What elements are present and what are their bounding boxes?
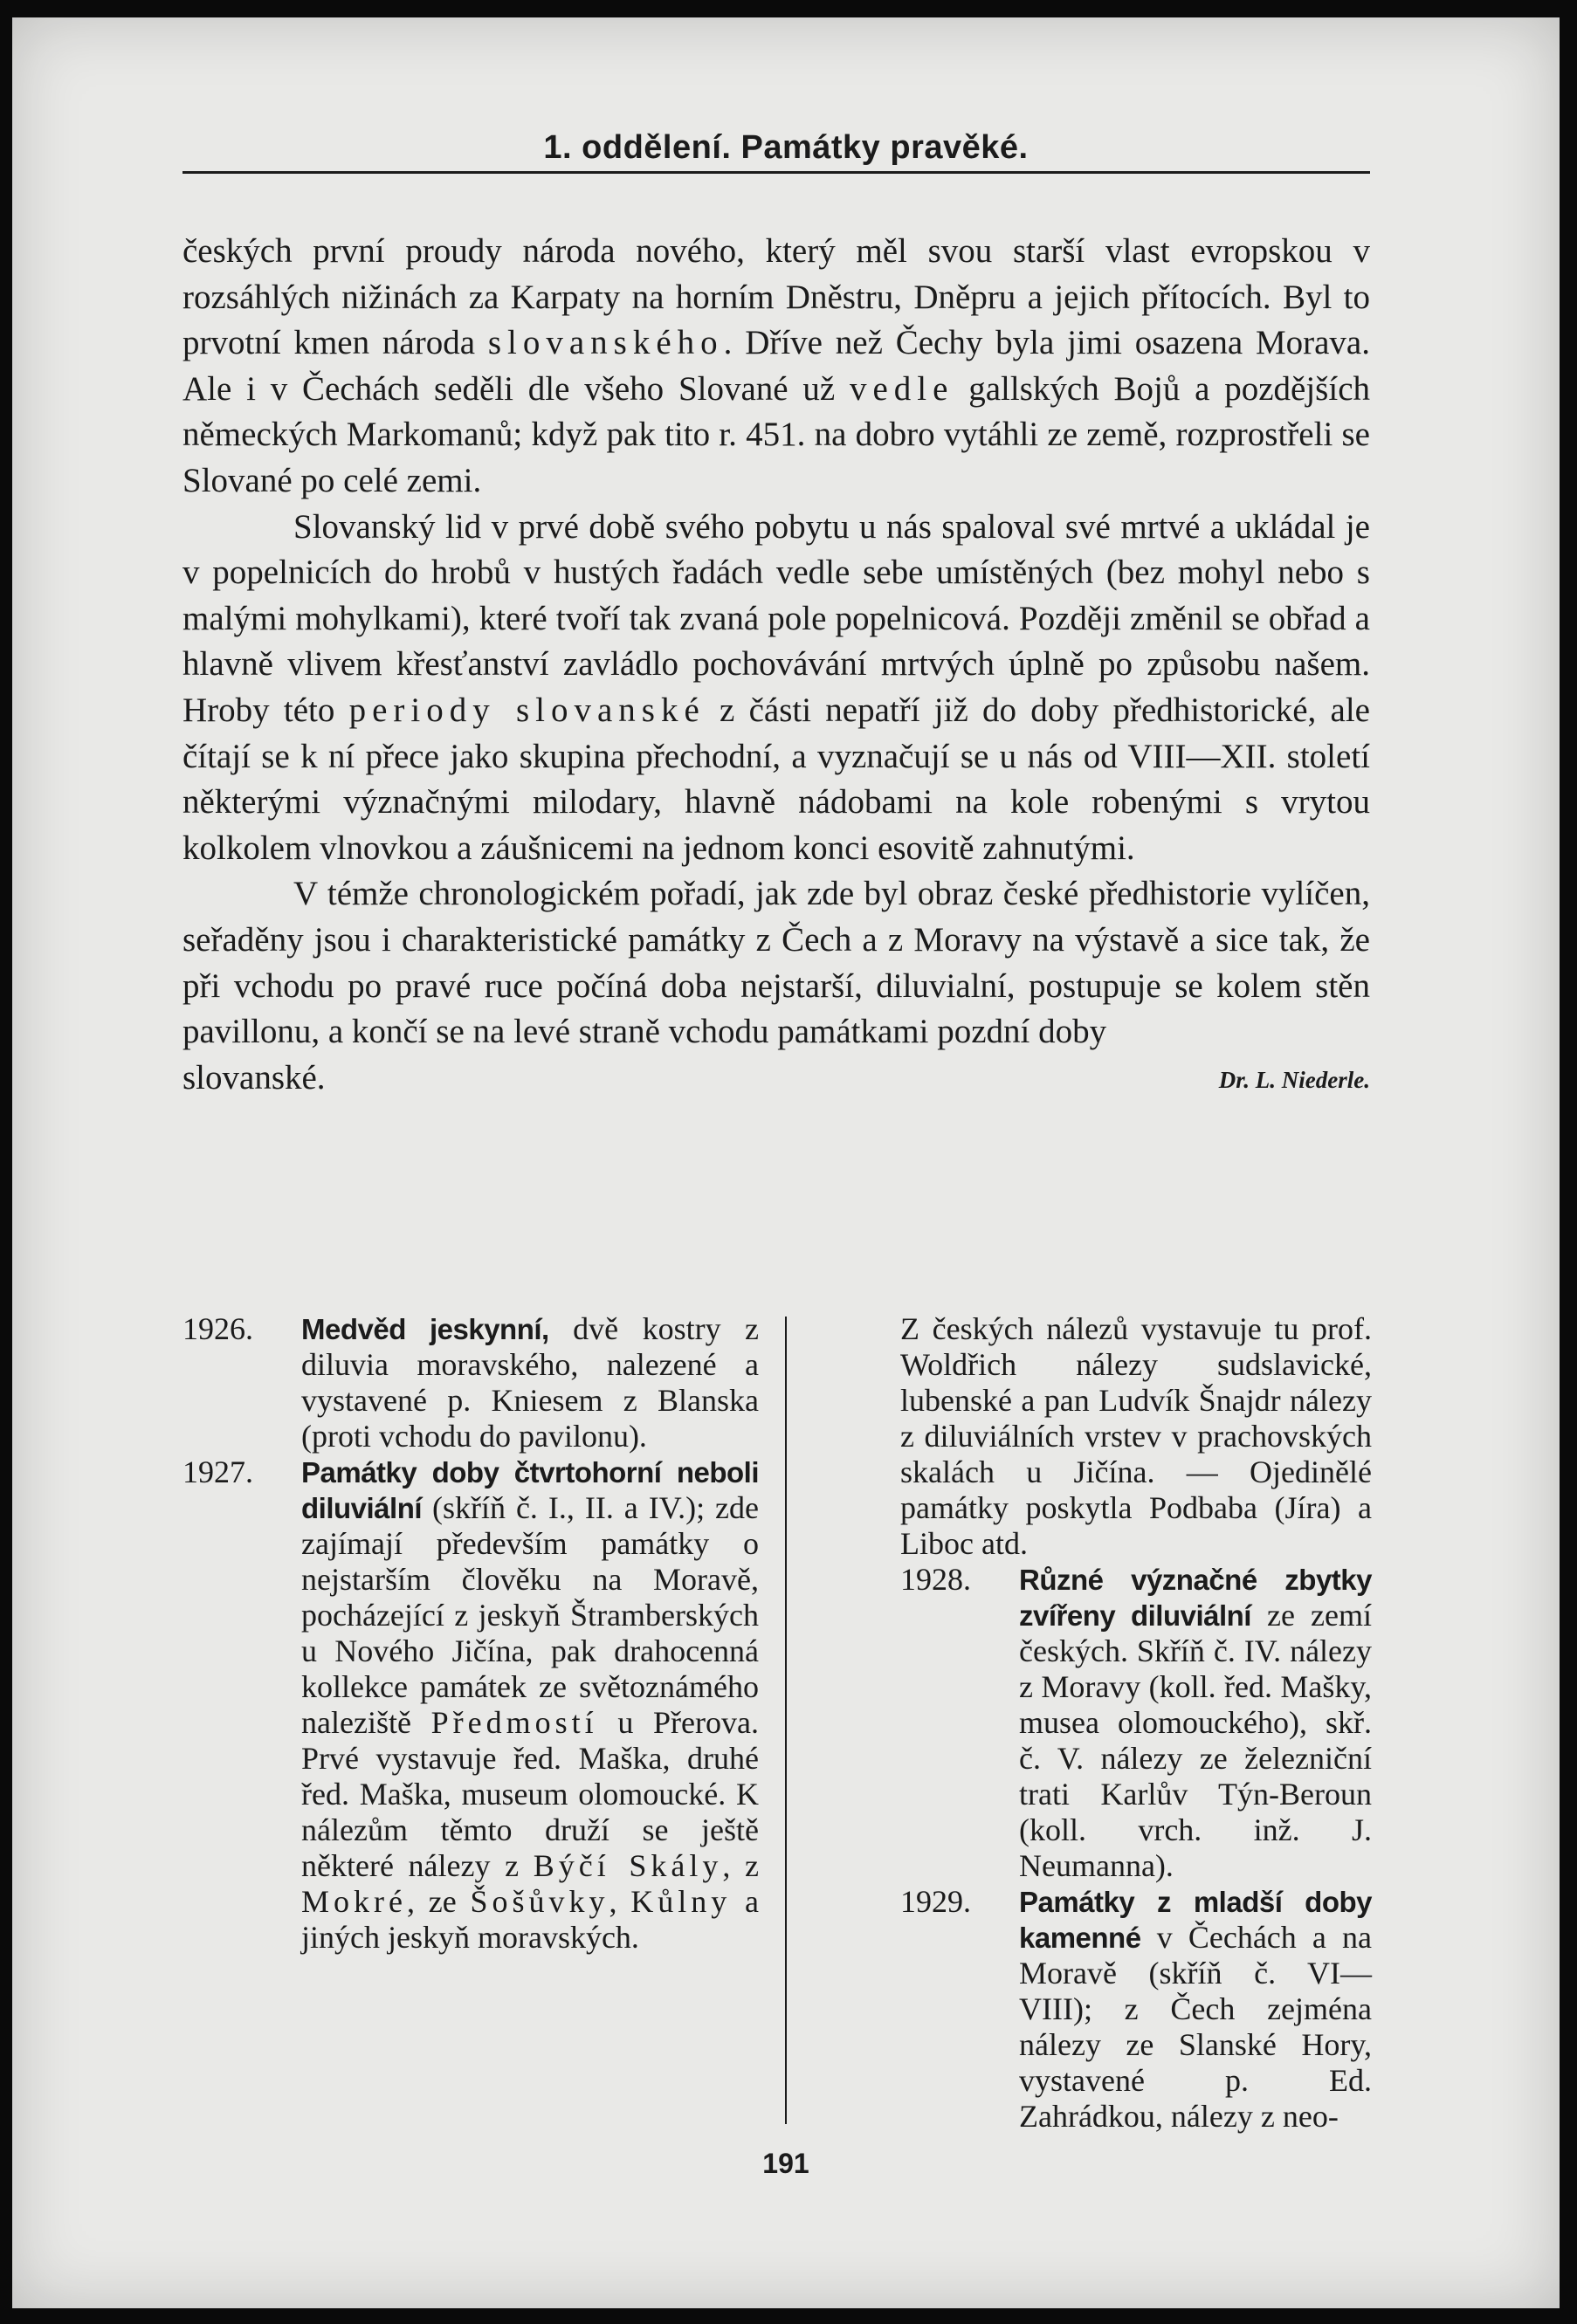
entry-text: dvě kostry z diluvia moravského, nalezené a vystavené p. Kniesem z Blanska (proti vchodu do pavilonu). [301,1311,759,1454]
introduction-text [182,229,1370,1101]
entry-number: 1927. [182,1454,253,1489]
page-number: 191 [762,2148,809,2179]
entry-number: 1929. [900,1884,971,1919]
intro-paragraph-2 [182,505,1370,872]
intro-paragraph-3 [182,871,1370,1055]
entry-text: ze zemí českých. Skříň č. IV. nálezy z Moravy (koll. řed. Mašky, musea olomouckého), skř. č. V. nálezy ze železniční trati Karlův Týn-Beroun (koll. vrch. inž. J. Neumanna). [1019,1598,1373,1883]
entry-title: Památky doby čtvrtohorní neboli diluviální [301,1456,759,1524]
catalog-column-right [900,1311,1372,2135]
p2-spaced-periody: periody slovanské [348,691,706,729]
catalog-entry-1927 [182,1454,759,1956]
catalog-entry-1929 [900,1884,1372,2135]
entry-title: Medvěd jeskynní, [301,1313,549,1345]
entry-text-c: , z [722,1848,760,1883]
entry-text-f: a jiných jeskyň moravských. [301,1884,760,1955]
header-rule [182,171,1370,174]
catalog-entry-1928 [900,1562,1372,1884]
p1-text-a: českých první proudy národa nového, který měl svou starší vlast evropskou v rozsáhlých nižinách za Karpaty na horním Dněstru, Dněpru a jejich přítocích. Byl to prvotní kmen národa [182,232,1370,362]
spaced-kulny: Kůlny [630,1884,732,1919]
p1-spaced-vedle: vedle [850,369,954,408]
entry-text: v Čechách a na Moravě (skříň č. VI—VIII); z Čech zejména nálezy ze Slanské Hory, vystavené p. Ed. Zahrádkou, nálezy z neo- [1019,1920,1372,2134]
intro-paragraph-1 [182,229,1370,505]
entry-text-e: , [609,1884,631,1919]
p1-text-c: gallských Bojů a pozdějších německých Markomanů; když pak tito r. 451. na dobro vytáhli ze země, rozprostřeli se Slované po celé zemi. [182,369,1370,499]
author-signature: Dr. L. Niederle. [1218,1066,1370,1093]
spaced-byci-skaly: Býčí Skály [533,1848,723,1883]
running-title: 1. oddělení. Památky pravěké. [543,129,1029,166]
p3-text: V témže chronologickém pořadí, jak zde byl obraz české předhistorie vylíčen, seřaděny jsou i charakteristické památky z Čech a z Moravy na výstavě a sice tak, že při vchodu po pravé ruce počíná doba nejstarší, diluvialní, postupuje se kolem stěn pavillonu, a končí se na levé straně vchodu památkami pozdní doby [182,875,1370,1051]
entry-text-b: u Přerova. Prvé vystavuje řed. Maška, druhé řed. Maška, museum olomoucké. K nálezům těmto druží se ještě některé nálezy z [301,1705,759,1883]
entry-title: Památky z mladší doby kamenné [1019,1886,1372,1954]
p2-text-a: Slovanský lid v prvé době svého pobytu u nás spaloval své mrtvé a ukládal je v popelnicích do hrobů v hustých řadách vedle sebe umístěných (bez mohyl nebo s malými mohylkami), které tvoří tak zvaná pole popelnicová. Později změnil se obřad a hlavně vlivem křesťanství zavládlo pochovávání mrtvých úplně po způsobu našem. Hroby této [182,507,1370,729]
entry-1927-continued: Z českých nálezů vystavuje tu prof. Woldřich nálezy sudslavické, lubenské a pan Ludvík Šnajdr nálezy z diluviálních vrstev v prachovských skalách u Jičína. — Ojedinělé památky poskytla Podbaba (Jíra) a Liboc atd. [900,1311,1372,1561]
column-divider [785,1317,787,2124]
entry-number: 1928. [900,1562,971,1597]
spaced-mokre: Mokré [301,1884,407,1919]
catalog-entry-1926 [182,1311,759,1454]
entry-title: Různé význačné zbytky zvířeny diluviální [1019,1564,1372,1632]
book-page [12,17,1560,2308]
catalog-column-left [182,1311,759,1956]
spaced-sosuvky: Šošůvky [470,1884,609,1919]
spaced-predmosti: Předmostí [430,1705,598,1740]
p1-spaced-slovanskeho: slovanského [487,324,724,362]
entry-number: 1926. [182,1311,253,1346]
p2-text-b: z části nepatří již do doby předhistorické, ale čítají se k ní přece jako skupina přechodní, a vyznačují se u nás od VIII—XII. století některými význačnými milodary, hlavně nádobami na kole robenými s vrytou kolkolem vlnovkou a záušnicemi na jednom konci esovitě zahnutými. [182,691,1370,867]
closing-line [182,1055,1370,1102]
p1-text-b: . Dříve než Čechy byla jimi osazena Morava. Ale i v Čechách seděli dle všeho Slované už [182,324,1370,408]
p3-last-word: slovanské. [182,1058,326,1097]
entry-text-a: (skříň č. I., II. a IV.); zde zajímají především památky o nejstarším člověku na Moravě, pocházející z jeskyň Štramberských u Nového Jičína, pak drahocenná kollekce památek ze světoznámého naleziště [301,1490,759,1740]
entry-text-d: , ze [406,1884,471,1919]
